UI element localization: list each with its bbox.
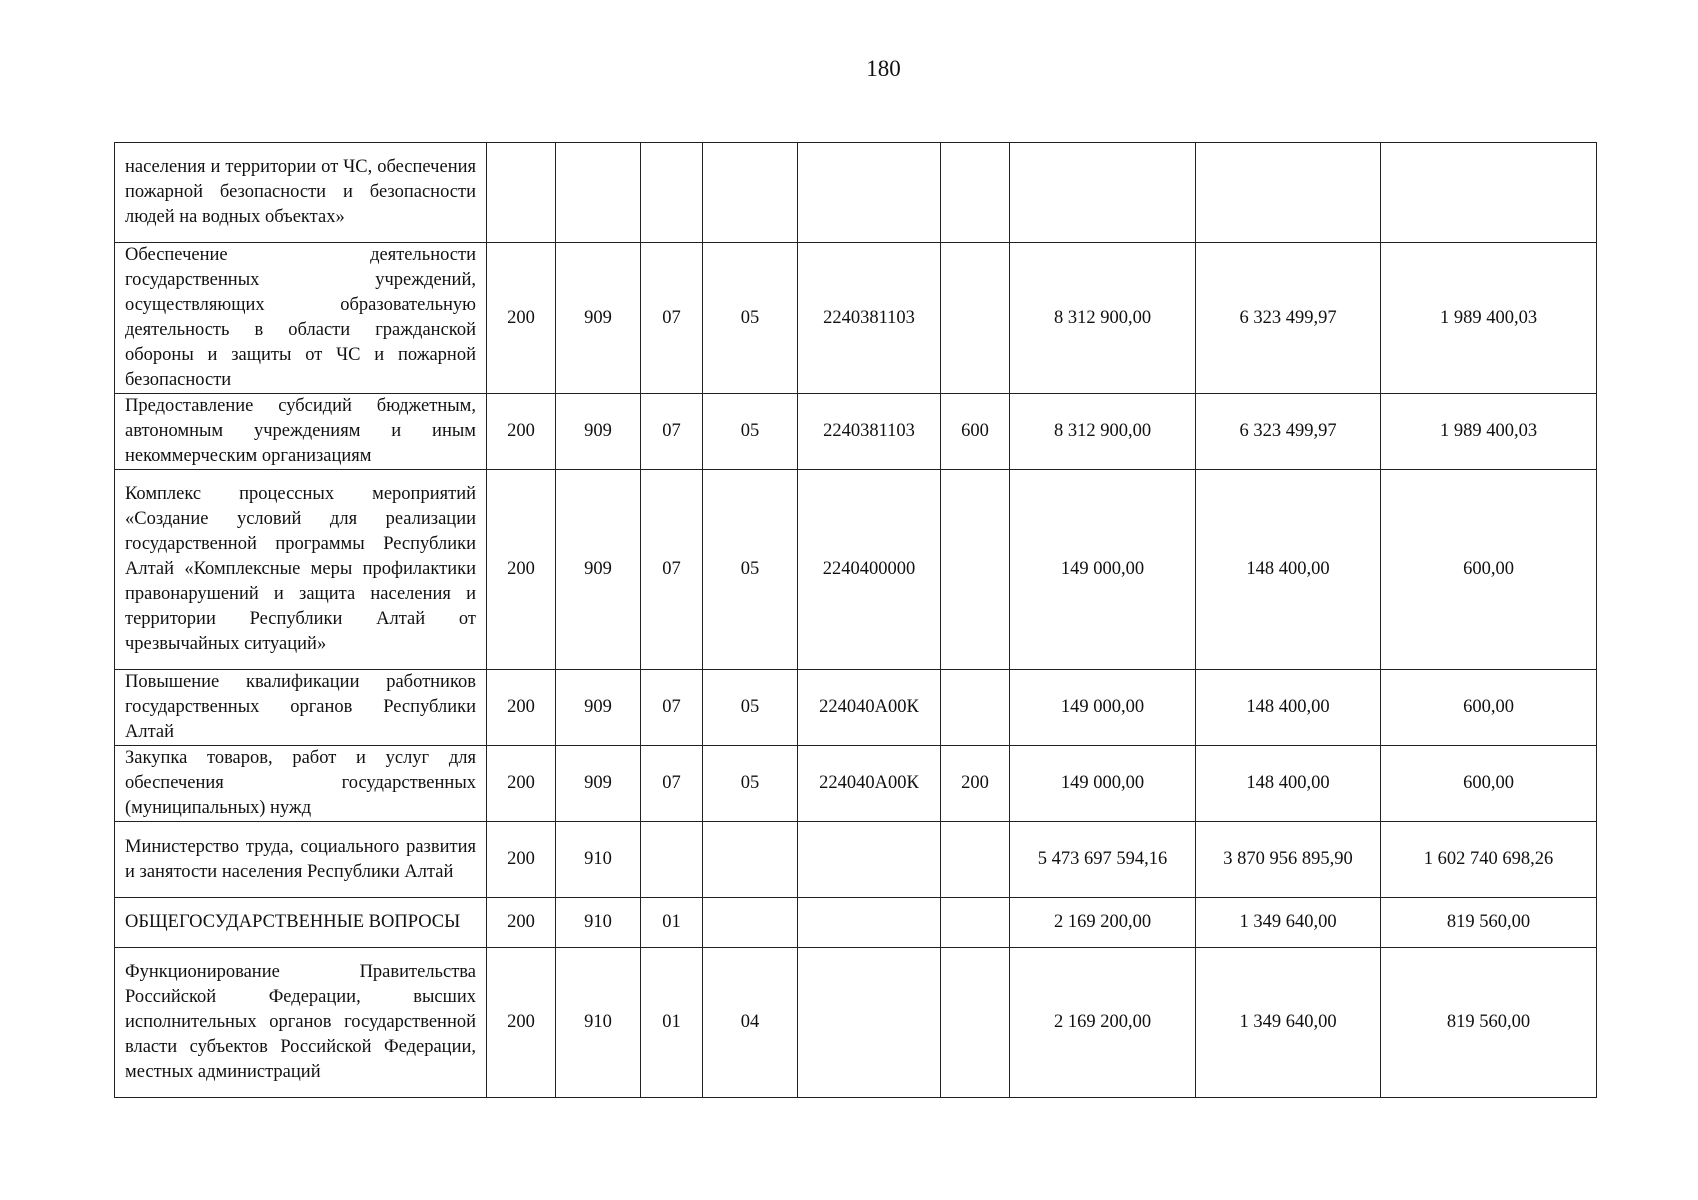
executed-amount: 3 870 956 895,90 xyxy=(1196,822,1381,898)
admin-code: 200 xyxy=(487,470,556,670)
table-row xyxy=(115,898,1597,948)
planned-amount: 2 169 200,00 xyxy=(1010,898,1196,948)
ministry-code: 909 xyxy=(556,394,641,470)
section-code: 07 xyxy=(641,670,703,746)
ministry-code: 909 xyxy=(556,243,641,394)
subsection-code xyxy=(703,898,798,948)
target-article: 2240381103 xyxy=(798,243,941,394)
ministry-code: 910 xyxy=(556,822,641,898)
remaining-amount: 600,00 xyxy=(1381,470,1597,670)
expense-type xyxy=(941,898,1010,948)
executed-amount: 148 400,00 xyxy=(1196,470,1381,670)
target-article: 2240381103 xyxy=(798,394,941,470)
row-name: Предоставление субсидий бюджетным, автономным учреждениям и иным некоммерческим организациям xyxy=(115,394,487,470)
admin-code: 200 xyxy=(487,394,556,470)
row-name: Министерство труда, социального развития и занятости населения Республики Алтай xyxy=(115,822,487,898)
remaining-amount: 1 989 400,03 xyxy=(1381,394,1597,470)
table-row xyxy=(115,394,1597,470)
planned-amount: 5 473 697 594,16 xyxy=(1010,822,1196,898)
section-code: 07 xyxy=(641,746,703,822)
ministry-code: 910 xyxy=(556,948,641,1098)
executed-amount: 148 400,00 xyxy=(1196,746,1381,822)
section-code: 07 xyxy=(641,394,703,470)
page-number: 180 xyxy=(866,56,901,81)
target-article xyxy=(798,948,941,1098)
subsection-code: 05 xyxy=(703,470,798,670)
expense-type xyxy=(941,143,1010,243)
section-code xyxy=(641,143,703,243)
row-name: Закупка товаров, работ и услуг для обеспечения государственных (муниципальных) нужд xyxy=(115,746,487,822)
ministry-code: 909 xyxy=(556,470,641,670)
admin-code: 200 xyxy=(487,746,556,822)
admin-code: 200 xyxy=(487,898,556,948)
row-name: населения и территории от ЧС, обеспечения пожарной безопасности и безопасности людей на водных объектах» xyxy=(115,143,487,243)
admin-code: 200 xyxy=(487,822,556,898)
planned-amount: 149 000,00 xyxy=(1010,470,1196,670)
subsection-code: 04 xyxy=(703,948,798,1098)
subsection-code: 05 xyxy=(703,243,798,394)
subsection-code: 05 xyxy=(703,394,798,470)
table-row xyxy=(115,243,1597,394)
subsection-code: 05 xyxy=(703,746,798,822)
expense-type xyxy=(941,670,1010,746)
section-code: 07 xyxy=(641,243,703,394)
expense-type: 200 xyxy=(941,746,1010,822)
remaining-amount: 819 560,00 xyxy=(1381,898,1597,948)
budget-table xyxy=(114,142,1597,1098)
table-row xyxy=(115,948,1597,1098)
expense-type: 600 xyxy=(941,394,1010,470)
subsection-code: 05 xyxy=(703,670,798,746)
executed-amount: 1 349 640,00 xyxy=(1196,898,1381,948)
planned-amount: 8 312 900,00 xyxy=(1010,243,1196,394)
executed-amount: 6 323 499,97 xyxy=(1196,243,1381,394)
remaining-amount: 819 560,00 xyxy=(1381,948,1597,1098)
admin-code: 200 xyxy=(487,948,556,1098)
section-code xyxy=(641,822,703,898)
ministry-code: 909 xyxy=(556,746,641,822)
executed-amount: 148 400,00 xyxy=(1196,670,1381,746)
target-article: 224040А00К xyxy=(798,746,941,822)
remaining-amount: 1 602 740 698,26 xyxy=(1381,822,1597,898)
remaining-amount: 600,00 xyxy=(1381,670,1597,746)
expense-type xyxy=(941,470,1010,670)
target-article xyxy=(798,143,941,243)
expense-type xyxy=(941,948,1010,1098)
planned-amount: 149 000,00 xyxy=(1010,670,1196,746)
ministry-code xyxy=(556,143,641,243)
subsection-code xyxy=(703,143,798,243)
planned-amount: 149 000,00 xyxy=(1010,746,1196,822)
remaining-amount: 1 989 400,03 xyxy=(1381,243,1597,394)
row-name: ОБЩЕГОСУДАРСТВЕННЫЕ ВОПРОСЫ xyxy=(115,898,487,948)
row-name: Функционирование Правительства Российской Федерации, высших исполнительных органов государственной власти субъектов Российской Федерации, местных администраций xyxy=(115,948,487,1098)
table-body xyxy=(115,143,1597,1098)
remaining-amount: 600,00 xyxy=(1381,746,1597,822)
table-row xyxy=(115,670,1597,746)
planned-amount xyxy=(1010,143,1196,243)
admin-code: 200 xyxy=(487,670,556,746)
row-name: Повышение квалификации работников государственных органов Республики Алтай xyxy=(115,670,487,746)
section-code: 07 xyxy=(641,470,703,670)
target-article: 2240400000 xyxy=(798,470,941,670)
expense-type xyxy=(941,822,1010,898)
section-code: 01 xyxy=(641,948,703,1098)
table-row xyxy=(115,822,1597,898)
row-name: Комплекс процессных мероприятий «Создание условий для реализации государственной программы Республики Алтай «Комплексные меры профилактики правонарушений и защита населения и территории Республики Алтай от чрезвычайных ситуаций» xyxy=(115,470,487,670)
target-article: 224040А00К xyxy=(798,670,941,746)
planned-amount: 8 312 900,00 xyxy=(1010,394,1196,470)
executed-amount: 6 323 499,97 xyxy=(1196,394,1381,470)
subsection-code xyxy=(703,822,798,898)
section-code: 01 xyxy=(641,898,703,948)
admin-code: 200 xyxy=(487,243,556,394)
executed-amount xyxy=(1196,143,1381,243)
target-article xyxy=(798,898,941,948)
executed-amount: 1 349 640,00 xyxy=(1196,948,1381,1098)
remaining-amount xyxy=(1381,143,1597,243)
expense-type xyxy=(941,243,1010,394)
table-row xyxy=(115,470,1597,670)
ministry-code: 909 xyxy=(556,670,641,746)
planned-amount: 2 169 200,00 xyxy=(1010,948,1196,1098)
table-row xyxy=(115,746,1597,822)
table-row xyxy=(115,143,1597,243)
admin-code xyxy=(487,143,556,243)
target-article xyxy=(798,822,941,898)
row-name: Обеспечение деятельности государственных учреждений, осуществляющих образовательную деятельность в области гражданской обороны и защиты от ЧС и пожарной безопасности xyxy=(115,243,487,394)
ministry-code: 910 xyxy=(556,898,641,948)
